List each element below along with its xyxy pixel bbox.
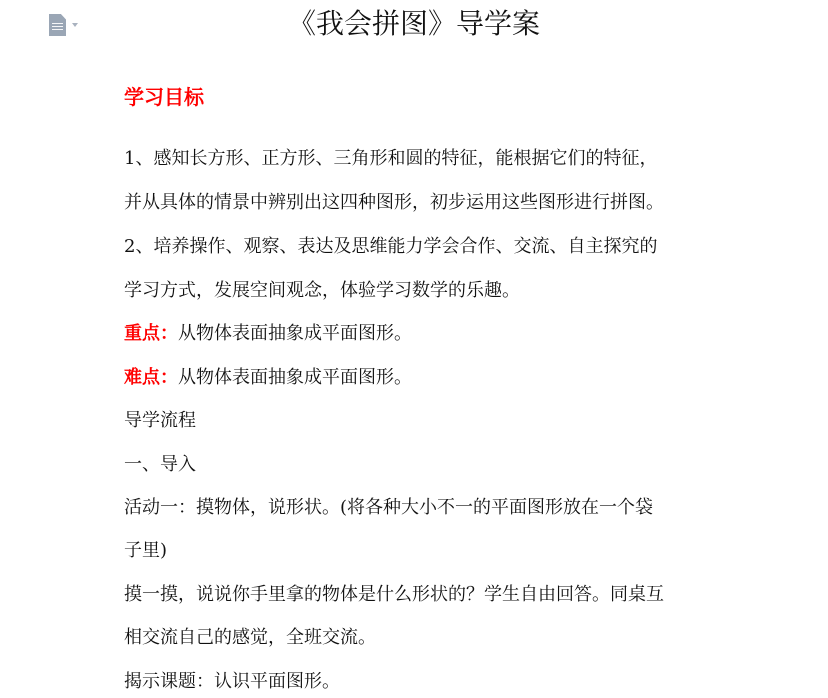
section-heading-learning-goals: 学习目标 — [124, 85, 204, 109]
goal-line-2: 并从具体的情景中辨别出这四种图形，初步运用这些图形进行拼图。 — [124, 192, 664, 213]
goal-line-1: 1、感知长方形、正方形、三角形和圆的特征，能根据它们的特征， — [124, 148, 658, 169]
process-heading: 导学流程 — [124, 410, 196, 431]
activity-line-2: 子里) — [124, 540, 168, 561]
goal-line-4: 学习方式，发展空间观念，体验学习数学的乐趣。 — [124, 280, 520, 301]
goal-line-3: 2、培养操作、观察、表达及思维能力学会合作、交流、自主探究的 — [124, 236, 658, 257]
activity-line-3: 摸一摸，说说你手里拿的物体是什么形状的？学生自由回答。同桌互 — [124, 584, 664, 605]
step-one-heading: 一、导入 — [124, 454, 196, 475]
key-point-text: 从物体表面抽象成平面图形。 — [178, 323, 412, 344]
activity-line-1: 活动一：摸物体，说形状。(将各种大小不一的平面图形放在一个袋 — [124, 497, 654, 518]
page-title: 《我会拼图》导学案 — [287, 7, 540, 40]
difficulty-label: 难点： — [124, 367, 178, 388]
difficulty-paragraph — [124, 364, 412, 392]
activity-line-5: 揭示课题：认识平面图形。 — [124, 671, 340, 692]
key-point-label: 重点： — [124, 323, 178, 344]
activity-line-4: 相交流自己的感觉，全班交流。 — [124, 627, 376, 648]
key-point-paragraph — [124, 320, 412, 348]
difficulty-text: 从物体表面抽象成平面图形。 — [178, 367, 412, 388]
